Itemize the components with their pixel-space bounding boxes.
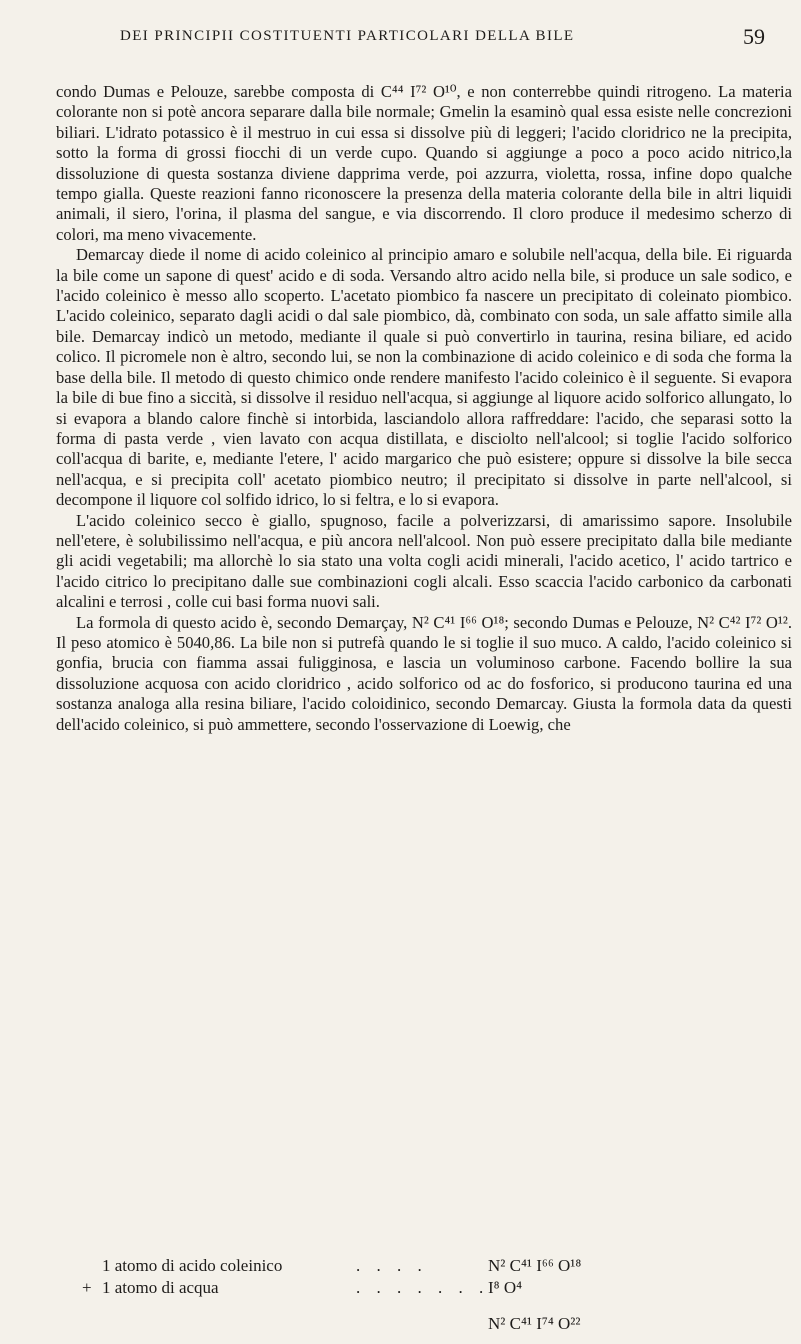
body-text xyxy=(56,82,792,735)
running-head xyxy=(60,24,765,54)
paragraph: Demarcay diede il nome di acido coleinico al principio amaro e solubile nell'acqua, della bile. Ei riguarda la bile come un sapone di quest' acido e di soda. Versando altro acido nella bile, si produce un sale sodico, e l'acido coleinico è messo allo scoperto. L'acetato piombico fa nascere un precipitato di coleinato piombico. L'acido coleinico, separato dagli acidi o dal sale piombico, dà, combinato con soda, un sale affatto simile alla bile. Demarcay indicò un metodo, mediante il quale si può convertirlo in taurina, resina biliare, ed acido colico. Il picromele non è altro, secondo lui, se non la combinazione di acido coleinico e di soda che forma la base della bile. Il metodo di questo chimico onde rendere manifesto l'acido coleinico è il seguente. Si evapora la bile di bue fino a siccità, si dissolve il residuo nell'acqua, si aggiunge al liquore acido solforico allungato, lo si evapora a blando calore finchè si intorbida, lasciandolo allora raffreddare: l'acido, che separasi sotto la forma di pasta verde , vien lavato con acqua distillata, e disciolto nell'alcool; si toglie l'acido solforico coll'acqua di barite, e, mediante l'etere, l' acido margarico che può esistere; oppure si dissolve la bile secca nell'acqua, e si precipita coll' acetato piombico neutro; il precipitato si dissolve in parte nell'alcool, si decompone il liquore col solfido idrico, lo si feltra, e lo si evapora. xyxy=(56,245,792,510)
page-number: 59 xyxy=(743,24,765,49)
paragraph: condo Dumas e Pelouze, sarebbe composta di C⁴⁴ I⁷² O¹⁰, e non conterrebbe quindi ritrogeno. La materia colorante non si potè ancora separare dalla bile normale; Gmelin la esaminò qual essa esiste nelle concrezioni biliari. L'idrato potassico è il mestruo in cui essa si dissolve più di leggeri; l'acido cloridrico ne la precipita, sotto la forma di grossi fiocchi di un verde cupo. Quando si aggiunge a poco a poco acido nitrico,la dissoluzione di questa sostanza diviene dapprima verde, poi azzurra, violetta, rossa, infine dopo qualche tempo gialla. Queste reazioni fanno riconoscere la presenza della materia colorante della bile in altri liquidi animali, il siero, l'orina, il plasma del sangue, e via discorrendo. Il cloro produce il medesimo scherzo di colori, ma meno vivacemente. xyxy=(56,82,792,244)
calc-label: 1 atomo di acido coleinico xyxy=(102,1256,283,1275)
paragraph: La formola di questo acido è, secondo Demarçay, N² C⁴¹ I⁶⁶ O¹⁸; secondo Dumas e Pelouze, N² C⁴² I⁷² O¹². Il peso atomico è 5040,86. La bile non si putrefà quando le si toglie il suo muco. A caldo, l'acido coleinico si gonfia, brucia con fiamma assai fuligginosa, e lascia un voluminoso carbone. Facendo bollire la sua dissoluzione acquosa con acido cloridrico , acido solforico od ac do fosforico, si producono taurina ed una sostanza analoga alla resina biliare, l'acido coloidinico, secondo Demarcay. Giusta la formola data da questi dell'acido coleinico, si può ammettere, secondo l'osservazione di Loewig, che xyxy=(56,612,792,734)
calc-row xyxy=(56,1255,792,1277)
formula-calculation xyxy=(56,1255,792,1333)
calc-operator: + xyxy=(82,1278,92,1297)
calc-formula: N² C⁴¹ I⁶⁶ O¹⁸ xyxy=(488,1256,582,1275)
calc-leader-dots: . . . . . . . xyxy=(356,1278,490,1297)
calc-label: 1 atomo di acqua xyxy=(102,1278,219,1297)
running-title: DEI PRINCIPII COSTITUENTI PARTICOLARI DELLA BILE xyxy=(120,28,575,44)
calc-formula: I⁸ O⁴ xyxy=(488,1278,523,1297)
paragraph: L'acido coleinico secco è giallo, spugnoso, facile a polverizzarsi, di amarissimo sapore. Insolubile nell'etere, è solubilissimo nell'acqua, e più ancora nell'alcool. Non può essere precipitato dalla bile mediante gli acidi vegetabili; ma allorchè lo sia stato una volta cogli acidi minerali, l'acido acetico, l' acido tartrico e l'acido citrico lo precipitano dalle sue combinazioni cogli alcali. Esso scaccia l'acido carbonico da carbonati alcalini e terrosi , colle cui basi forma nuovi sali. xyxy=(56,510,792,612)
calc-row xyxy=(56,1277,792,1299)
calc-total: N² C⁴¹ I⁷⁴ O²² xyxy=(488,1314,581,1333)
calc-leader-dots: . . . . xyxy=(356,1256,428,1275)
